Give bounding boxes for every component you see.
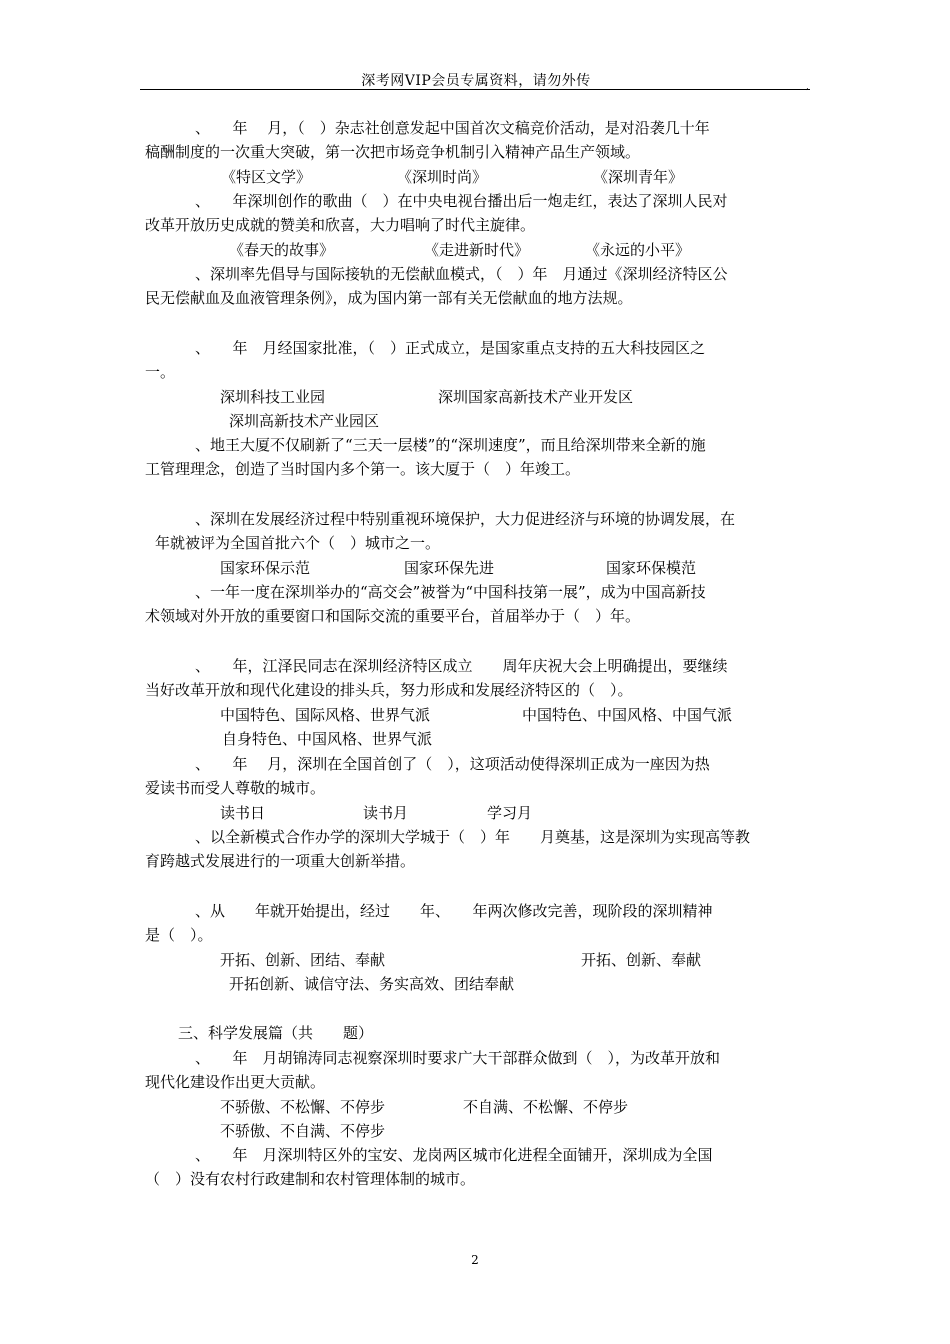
option-text: 不骄傲、不松懈、不停步 — [220, 1098, 386, 1116]
header-mark: , — [806, 82, 809, 91]
option-text: 《深圳青年》 — [593, 168, 684, 186]
question-text: 、一年一度在深圳举办的“高交会”被誉为“中国科技第一展”，成为中国高新技 — [195, 583, 706, 601]
option-text: 国家环保模范 — [606, 559, 697, 577]
question-text: 年就被评为全国首批六个（ ）城市之一。 — [155, 534, 441, 552]
option-text: 不骄傲、不自满、不停步 — [220, 1122, 386, 1140]
option-text: 国家环保示范 — [220, 559, 311, 577]
option-text: 学习月 — [487, 804, 533, 822]
question-text: 、 年 月深圳特区外的宝安、龙岗两区城市化进程全面铺开，深圳成为全国 — [195, 1146, 713, 1164]
question-text: 现代化建设作出更大贡献。 — [145, 1073, 326, 1091]
option-text: 中国特色、国际风格、世界气派 — [220, 706, 431, 724]
option-text: 开拓、创新、奉献 — [581, 951, 702, 969]
option-text: 深圳科技工业园 — [220, 388, 326, 406]
option-text: 《走进新时代》 — [424, 241, 530, 259]
option-text: 深圳高新技术产业园区 — [229, 412, 380, 430]
option-text: 中国特色、中国风格、中国气派 — [522, 706, 733, 724]
option-text: 读书月 — [363, 804, 409, 822]
option-text: 深圳国家高新技术产业开发区 — [438, 388, 634, 406]
option-text: 《深圳时尚》 — [397, 168, 488, 186]
question-text: 民无偿献血及血液管理条例》，成为国内第一部有关无偿献血的地方法规。 — [145, 289, 633, 307]
question-text: 术领域对外开放的重要窗口和国际交流的重要平台，首届举办于（ ）年。 — [145, 607, 641, 625]
question-text: 、从 年就开始提出，经过 年、 年两次修改完善，现阶段的深圳精神 — [195, 902, 713, 920]
option-text: 《春天的故事》 — [229, 241, 335, 259]
section-heading: 三、科学发展篇（共 题） — [178, 1024, 374, 1042]
option-text: 开拓创新、诚信守法、务实高效、团结奉献 — [229, 975, 515, 993]
option-text: 开拓、创新、团结、奉献 — [220, 951, 386, 969]
question-text: 稿酬制度的一次重大突破，第一次把市场竞争机制引入精神产品生产领域。 — [145, 143, 641, 161]
question-text: 工管理理念，创造了当时国内多个第一。该大厦于（ ）年竣工。 — [145, 460, 581, 478]
option-text: 不自满、不松懈、不停步 — [463, 1098, 629, 1116]
question-text: 一。 — [145, 363, 176, 381]
option-text: 《特区文学》 — [221, 168, 312, 186]
question-text: 、 年 月经国家批准，（ ）正式成立，是国家重点支持的五大科技园区之 — [195, 339, 706, 357]
question-text: 、深圳在发展经济过程中特别重视环境保护，大力促进经济与环境的协调发展，在 — [195, 510, 736, 528]
question-text: 、地王大厦不仅刷新了“三天一层楼”的“深圳速度”，而且给深圳带来全新的施 — [195, 436, 706, 454]
page-header: 深考网VIP会员专属资料，请勿外传 — [361, 73, 591, 89]
question-text: 、深圳率先倡导与国际接轨的无偿献血模式，（ ）年 月通过《深圳经济特区公 — [195, 265, 728, 283]
option-text: 《永远的小平》 — [585, 241, 691, 259]
question-text: 爱读书而受人尊敬的城市。 — [145, 779, 326, 797]
question-text: 、 年，江泽民同志在深圳经济特区成立 周年庆祝大会上明确提出，要继续 — [195, 657, 728, 675]
option-text: 读书日 — [220, 804, 266, 822]
question-text: 育跨越式发展进行的一项重大创新举措。 — [145, 852, 416, 870]
question-text: 、 年 月，深圳在全国首创了（ ），这项活动使得深圳正成为一座因为热 — [195, 755, 710, 773]
question-text: 当好改革开放和现代化建设的排头兵，努力形成和发展经济特区的（ ）。 — [145, 681, 633, 699]
option-text: 国家环保先进 — [404, 559, 495, 577]
question-text: 、 年深圳创作的歌曲（ ）在中央电视台播出后一炮走红，表达了深圳人民对 — [195, 192, 728, 210]
question-text: 、 年 月，（ ）杂志社创意发起中国首次文稿竞价活动，是对沿袭几十年 — [195, 119, 710, 137]
question-text: 、以全新模式合作办学的深圳大学城于（ ）年 月奠基，这是深圳为实现高等教 — [195, 828, 751, 846]
question-text: （ ）没有农村行政建制和农村管理体制的城市。 — [145, 1170, 476, 1188]
page-number: 2 — [471, 1253, 479, 1267]
question-text: 是（ ）。 — [145, 926, 213, 944]
header-rule — [140, 89, 810, 90]
question-text: 、 年 月胡锦涛同志视察深圳时要求广大干部群众做到（ ），为改革开放和 — [195, 1049, 721, 1067]
question-text: 改革开放历史成就的赞美和欣喜，大力唱响了时代主旋律。 — [145, 216, 536, 234]
option-text: 自身特色、中国风格、世界气派 — [222, 730, 433, 748]
